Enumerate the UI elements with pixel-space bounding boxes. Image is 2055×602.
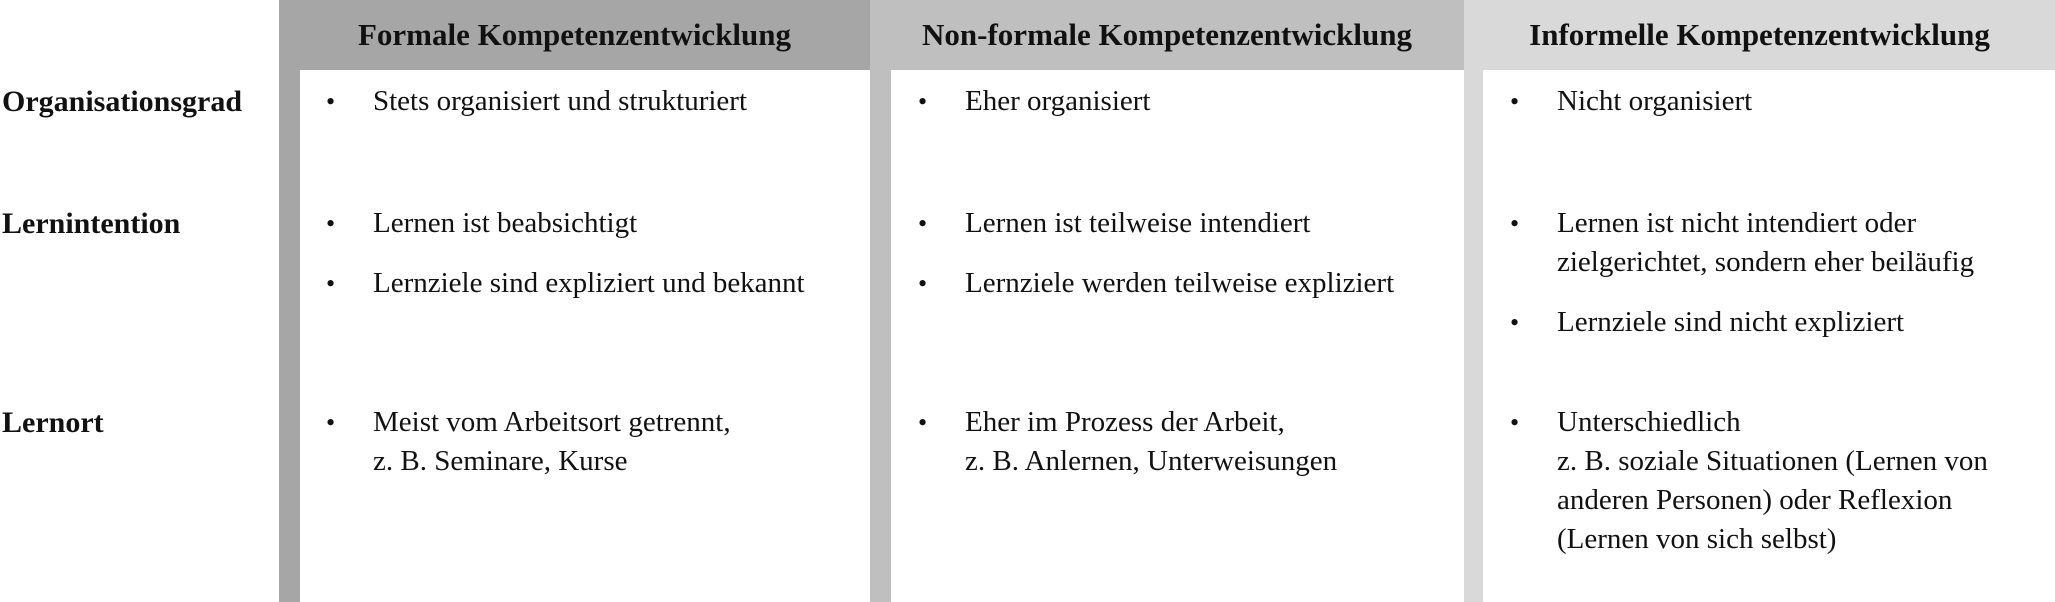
cell-informell-lernintention	[1510, 204, 1974, 342]
list-item: • Nicht organisiert	[1510, 82, 1752, 121]
cell-formal-lernort	[326, 403, 731, 481]
bullet-icon: •	[326, 87, 336, 116]
list-item: • Eher im Prozess der Arbeit, z. B. Anlernen, Unterweisungen	[918, 403, 1337, 481]
bullet-icon: •	[326, 269, 336, 298]
row-label-lernort: Lernort	[2, 406, 104, 439]
row-label-lernintention: Lernintention	[2, 207, 181, 240]
column-header-nonformal: Non-formale Kompetenzentwicklung	[922, 17, 1412, 52]
list-item: • Meist vom Arbeitsort getrennt, z. B. Seminare, Kurse	[326, 403, 731, 481]
cell-formal-lernintention	[326, 204, 805, 303]
bullet-icon: •	[326, 209, 336, 238]
list-item: • Eher organisiert	[918, 82, 1150, 121]
list-item: • Lernen ist beabsichtigt	[326, 204, 805, 243]
list-item: • Lernziele sind nicht expliziert	[1510, 303, 1974, 342]
list-item: • Unterschiedlich z. B. soziale Situationen (Lernen von anderen Personen) oder Reflexion (Lernen von sich selbst)	[1510, 403, 1988, 559]
list-item: • Lernziele sind expliziert und bekannt	[326, 264, 805, 303]
bullet-icon: •	[1510, 209, 1520, 238]
row-label-organisationsgrad: Organisationsgrad	[2, 85, 243, 118]
bullet-icon: •	[1510, 87, 1520, 116]
bullet-icon: •	[1510, 408, 1520, 437]
bullet-icon: •	[918, 209, 928, 238]
list-item: • Lernziele werden teilweise expliziert	[918, 264, 1394, 303]
cell-informell-lernort	[1510, 403, 1988, 559]
column-header-formal: Formale Kompetenzentwicklung	[357, 17, 792, 52]
cell-nonformal-lernort	[918, 403, 1337, 481]
list-item: • Lernen ist teilweise intendiert	[918, 204, 1394, 243]
bullet-icon: •	[326, 408, 336, 437]
bullet-icon: •	[918, 87, 928, 116]
cell-nonformal-organisationsgrad	[918, 82, 1150, 121]
bullet-icon: •	[1510, 308, 1520, 337]
column-formal-body	[300, 70, 870, 602]
cell-nonformal-lernintention	[918, 204, 1394, 303]
column-nonformal-body	[891, 70, 1464, 602]
cell-formal-organisationsgrad	[326, 82, 747, 121]
list-item: • Lernen ist nicht intendiert oder zielgerichtet, sondern eher beiläufig	[1510, 204, 1974, 282]
column-header-informell: Informelle Kompetenzentwicklung	[1529, 17, 1990, 52]
cell-informell-organisationsgrad	[1510, 82, 1752, 121]
bullet-icon: •	[918, 408, 928, 437]
bullet-icon: •	[918, 269, 928, 298]
list-item: • Stets organisiert und strukturiert	[326, 82, 747, 121]
